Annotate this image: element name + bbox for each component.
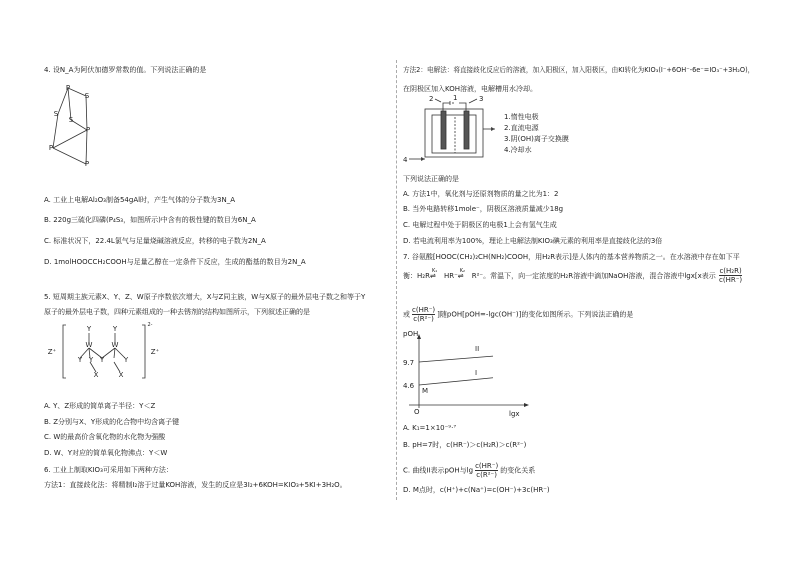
cell-legend-3: 3.阴(OH)离子交换膜 <box>504 135 569 143</box>
fraction-numerator: c(HR⁻) <box>475 462 499 470</box>
atom-label: W <box>85 341 93 349</box>
q7-option-c-fraction <box>475 462 498 479</box>
q6-option-c: C. 电解过程中处于阴极区的电极1上会有氢气生成 <box>403 221 557 229</box>
q6-option-d: D. 若电流利用率为100%，理论上电解法制KIO₃碘元素的利用率是直接歧化法的3倍 <box>403 237 663 245</box>
tick-label-9-7: 9.7 <box>403 359 415 367</box>
atom-label: Z⁺ <box>47 348 57 356</box>
fraction-denominator: c(HR⁻) <box>719 276 743 284</box>
q5-option-c: C. W的最高价含氧化物的水化物为强酸 <box>44 433 166 441</box>
q7-option-b: B. pH=7时，c(HR⁻)＞c(H₂R)＞c(R²⁻) <box>403 441 527 449</box>
equilibrium-arrow-k2: K₂ ⇌ <box>457 268 466 280</box>
q7-stem-line3 <box>403 306 633 323</box>
y-axis-label: pOH <box>403 330 419 338</box>
q6-stem: 6. 工业上制取KIO₃可采用如下两种方法： <box>44 466 173 474</box>
atom-label: P <box>84 160 90 168</box>
origin-label: O <box>414 408 420 416</box>
q7-stem-line2 <box>403 268 716 281</box>
q7-option-c-start: C. 曲线II表示pOH与lg <box>403 466 474 475</box>
q4-option-a: A. 工业上电解Al₂O₃制备54gAl时，产生气体的分子数为3N_A <box>44 196 236 204</box>
electrolysis-cell-figure <box>403 94 503 167</box>
q5-option-a: A. Y、Z形成的简单离子半径：Y＜Z <box>44 402 156 410</box>
series-line-I <box>419 378 493 385</box>
cell-legend-1: 1.惰性电极 <box>504 113 539 121</box>
atom-label: P <box>48 144 54 152</box>
equilibrium-arrow-k1: K₁ ⇌ <box>429 268 438 280</box>
atom-label: S <box>53 110 59 118</box>
q7-option-c-end: 的变化关系 <box>500 466 536 475</box>
atom-label: Z⁺ <box>150 348 160 356</box>
q7-equilibrium-start: 衡：H₂R <box>403 272 430 280</box>
q6-method1: 方法1：直接歧化法：将精制I₂溶于过量KOH溶液，发生的反应是3I₂+6KOH=KIO₃+5KI+3H₂O。 <box>44 481 347 489</box>
series-line-II <box>419 356 493 362</box>
atom-label: P <box>65 84 71 92</box>
atom-label: Y <box>123 356 129 364</box>
atom-label: Y <box>77 356 83 364</box>
fraction-numerator: c(HR⁻) <box>412 306 436 314</box>
k2-label: K₂ <box>459 268 466 274</box>
q5-option-d: D. W、Y对应的简单氧化物沸点：Y＜W <box>44 449 168 457</box>
line-ii-label: II <box>475 345 480 353</box>
cell-legend-4: 4.冷却水 <box>504 146 532 154</box>
k1-label: K₁ <box>431 268 438 274</box>
poh-lgx-graph <box>403 330 533 420</box>
q7-option-c <box>403 462 535 479</box>
q7-option-a: A. K₁=1×10⁻⁹·⁷ <box>403 424 457 432</box>
cell-number-label: 1 <box>453 94 458 102</box>
q5-stem-line2: 原子的最外层电子数，四种元素组成的一种去锈剂的结构如图所示，下列叙述正确的是 <box>44 308 310 316</box>
q6-option-b: B. 当外电路转移1mole⁻，阴极区溶液质量减少18g <box>403 205 564 213</box>
q5-option-b: B. Z分别与X、Y形成的化合物中均含离子键 <box>44 418 180 426</box>
q7-fraction-2 <box>412 306 435 323</box>
q6-option-a: A. 方法1中，氧化剂与还原剂物质的量之比为1：2 <box>403 190 559 198</box>
q6-ask: 下列说法正确的是 <box>403 175 459 183</box>
q5-stem-line1: 5. 短周期主族元素X、Y、Z、W原子序数依次增大，X与Z同主族，W与X原子的最外层电子数之和等于Y <box>44 293 366 301</box>
q7-option-d: D. M点时，c(H⁺)+c(Na⁺)=c(OH⁻)+3c(HR⁻) <box>403 486 550 494</box>
q4-option-d: D. 1molHOOCCH₂COOH与足量乙醇在一定条件下反应，生成的酯基的数目为2N_A <box>44 258 306 266</box>
derust-agent-structure-figure <box>44 320 164 382</box>
fraction-denominator: c(R²⁻) <box>476 471 497 479</box>
cell-legend-2: 2.直流电源 <box>504 124 539 132</box>
q7-or: 或 <box>403 310 410 319</box>
line-i-label: I <box>475 369 478 377</box>
atom-label: Y <box>88 356 94 364</box>
atom-label: Y <box>99 356 105 364</box>
method2-line2: 在阴极区加入KOH溶液，电解槽用水冷却。 <box>403 85 537 93</box>
point-m-label: M <box>422 387 429 395</box>
q7-stem-line1: 7. 谷氨酸[HOOC(CH₂)₂CH(NH₂)COOH，用H₂R表示]是人体内的基本营养物质之一。在水溶液中存在如下平 <box>403 253 740 261</box>
q4-option-b: B. 220g三硫化四磷(P₄S₃，如图所示)中含有的极性键的数目为6N_A <box>44 216 256 224</box>
charge-label: 2- <box>147 322 153 328</box>
q7-fraction-1 <box>719 267 742 284</box>
cell-number-label: 2 <box>429 95 434 103</box>
tick-label-4-6: 4.6 <box>403 382 415 390</box>
q7-equilibrium-end: R²⁻。常温下，向一定浓度的H₂R溶液中滴加NaOH溶液，混合溶液中lgx[x表示 <box>471 272 716 280</box>
x-axis-label: lgx <box>509 410 520 418</box>
atom-label: Y <box>86 325 92 333</box>
atom-label: Y <box>112 325 118 333</box>
atom-label: S <box>84 92 90 100</box>
fraction-numerator: c(H₂R) <box>719 267 742 275</box>
atom-label: P <box>85 126 91 134</box>
q7-equilibrium-mid: HR⁻ <box>443 272 458 280</box>
atom-label: X <box>118 371 124 379</box>
atom-label: X <box>93 371 99 379</box>
method2-line1: 方法2：电解法：将直接歧化反应后的溶液，加入阳极区，加入阳极区，由KI转化为KIO₃(I⁻+6OH⁻-6e⁻=IO₃⁻+3H₂O)， <box>403 66 755 74</box>
q7-stem-tail: ]随pOH[pOH=-lgc(OH⁻)]的变化如图所示。下列说法正确的是 <box>437 310 634 319</box>
atom-label: W <box>111 341 119 349</box>
p4s3-structure-figure <box>40 80 120 175</box>
q4-option-c: C. 标准状况下，22.4L氯气与足量烧碱溶液反应，转移的电子数为2N_A <box>44 237 266 245</box>
cell-number-label: 3 <box>479 95 484 103</box>
column-divider <box>396 60 397 500</box>
q4-stem: 4. 设N_A为阿伏加德罗常数的值。下列说法正确的是 <box>44 66 207 74</box>
x-axis-arrow <box>524 403 529 407</box>
atom-label: S <box>68 116 74 124</box>
fraction-denominator: c(R²⁻) <box>413 315 434 323</box>
cell-number-label: 4 <box>403 156 408 164</box>
